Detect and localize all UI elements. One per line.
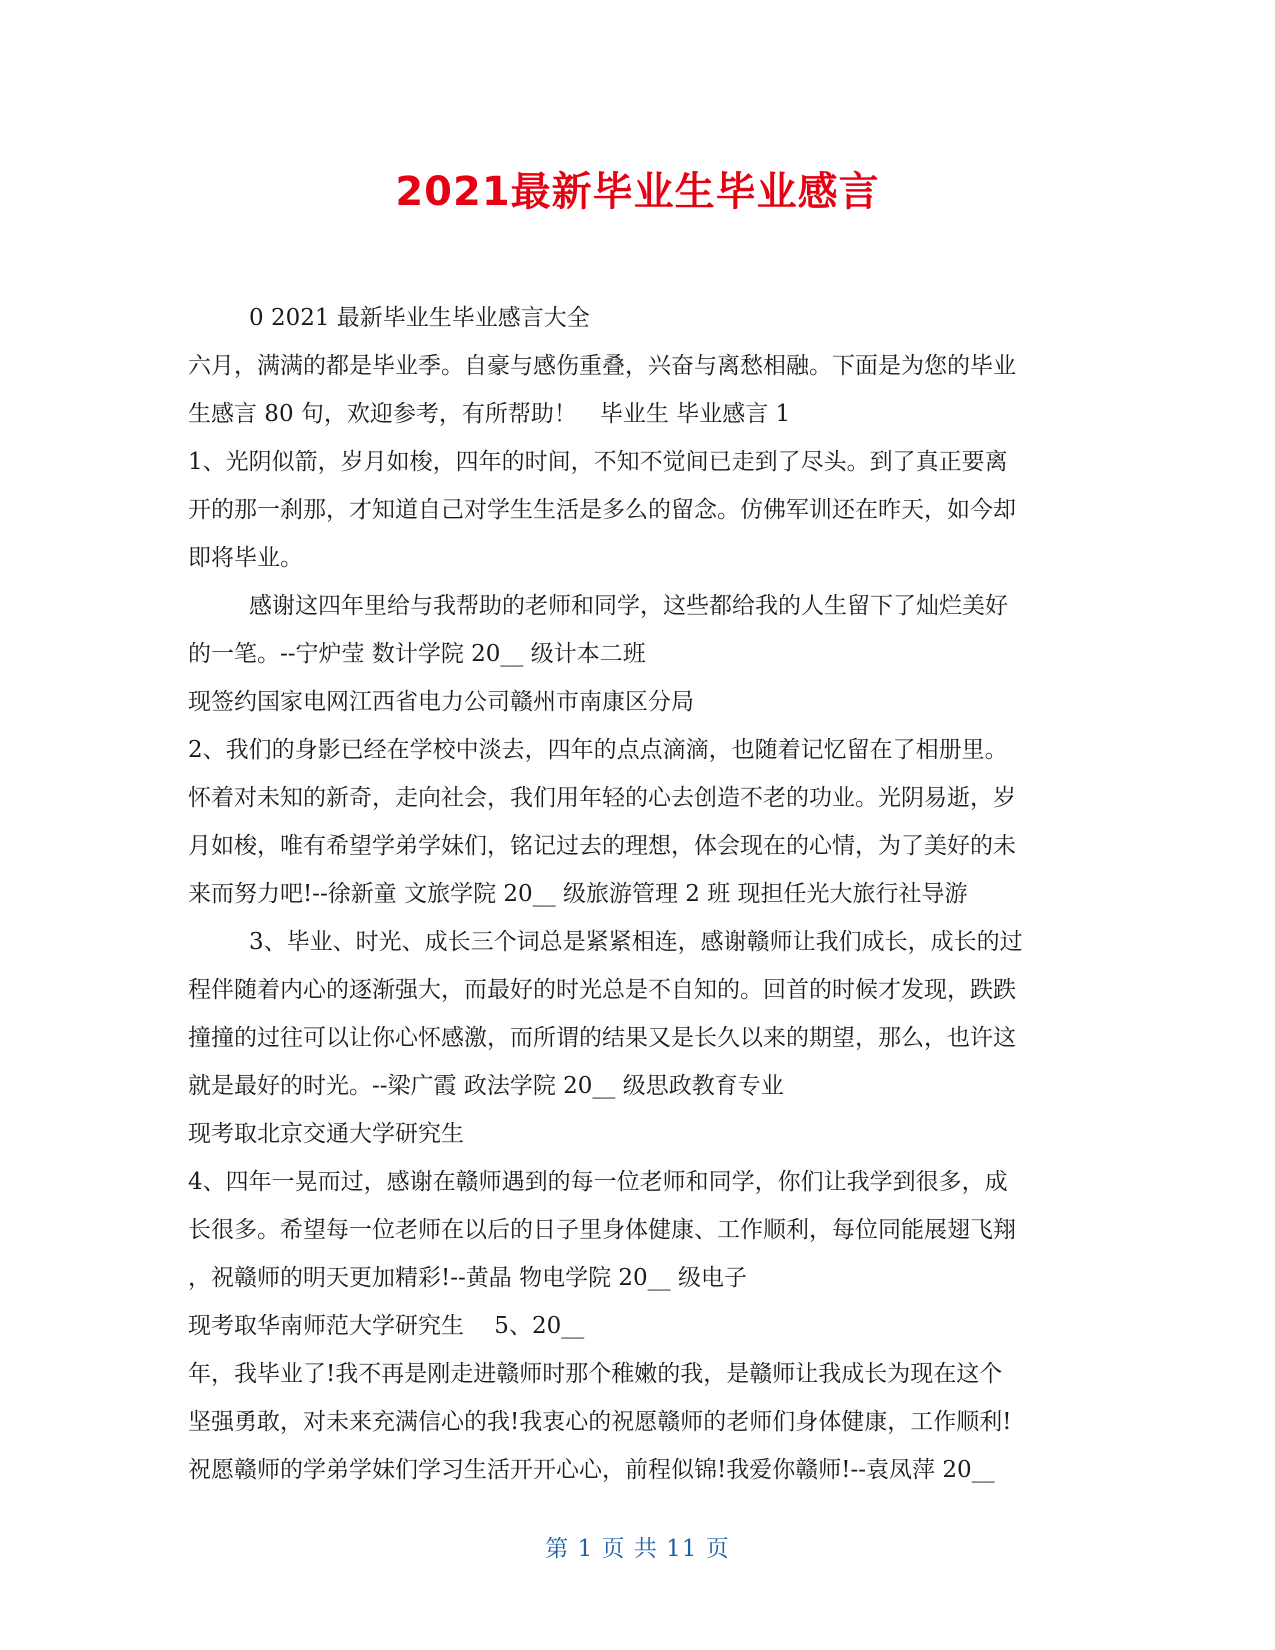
page-footer: 第 1 页 共 11 页 (545, 1536, 730, 1562)
text-line: 开的那一刹那，才知道自己对学生生活是多么的留念。仿佛军训还在昨天，如今却 (188, 497, 1016, 523)
text-line: 来而努力吧!--徐新童 文旅学院 20__ 级旅游管理 2 班 现担任光大旅行社导游 (188, 881, 968, 907)
text-line: 现考取华南师范大学研究生 5、20__ (188, 1313, 585, 1339)
text-line: 程伴随着内心的逐渐强大，而最好的时光总是不自知的。回首的时候才发现，跌跌 (188, 977, 1016, 1003)
text-line: 年，我毕业了!我不再是刚走进赣师时那个稚嫩的我，是赣师让我成长为现在这个 (188, 1361, 1003, 1387)
text-line: 现考取北京交通大学研究生 (188, 1121, 464, 1147)
document-title: 2021最新毕业生毕业感言 (395, 169, 880, 215)
text-line: 祝愿赣师的学弟学妹们学习生活开开心心，前程似锦!我爱你赣师!--袁凤萍 20__ (188, 1457, 995, 1483)
text-line: 怀着对未知的新奇，走向社会，我们用年轻的心去创造不老的功业。光阴易逝，岁 (188, 785, 1016, 811)
text-line: 即将毕业。 (188, 545, 303, 571)
text-line: 撞撞的过往可以让你心怀感激，而所谓的结果又是长久以来的期望，那么，也许这 (188, 1025, 1016, 1051)
text-line: ，祝赣师的明天更加精彩!--黄晶 物电学院 20__ 级电子 (188, 1265, 747, 1291)
text-line: 坚强勇敢，对未来充满信心的我!我衷心的祝愿赣师的老师们身体健康，工作顺利! (188, 1409, 1012, 1435)
text-line: 月如梭，唯有希望学弟学妹们，铭记过去的理想，体会现在的心情，为了美好的未 (188, 833, 1016, 859)
text-line: 4、四年一晃而过，感谢在赣师遇到的每一位老师和同学，你们让我学到很多，成 (188, 1169, 1008, 1195)
document-body (188, 294, 1088, 1494)
text-line: 的一笔。--宁炉莹 数计学院 20__ 级计本二班 (188, 641, 646, 667)
text-line: 生感言 80 句，欢迎参考，有所帮助！ 毕业生 毕业感言 1 (188, 401, 791, 427)
text-line: 感谢这四年里给与我帮助的老师和同学，这些都给我的人生留下了灿烂美好 (249, 593, 1008, 619)
text-line: 0 2021 最新毕业生毕业感言大全 (249, 305, 590, 331)
text-line: 长很多。希望每一位老师在以后的日子里身体健康、工作顺利，每位同能展翅飞翔 (188, 1217, 1016, 1243)
text-line: 1、光阴似箭，岁月如梭，四年的时间，不知不觉间已走到了尽头。到了真正要离 (188, 449, 1008, 475)
text-line: 就是最好的时光。--梁广霞 政法学院 20__ 级思政教育专业 (188, 1073, 784, 1099)
text-line: 3、毕业、时光、成长三个词总是紧紧相连，感谢赣师让我们成长，成长的过 (249, 929, 1023, 955)
text-line: 现签约国家电网江西省电力公司赣州市南康区分局 (188, 689, 694, 715)
text-line: 2、我们的身影已经在学校中淡去，四年的点点滴滴，也随着记忆留在了相册里。 (188, 737, 1008, 763)
text-line: 六月，满满的都是毕业季。自豪与感伤重叠，兴奋与离愁相融。下面是为您的毕业 (188, 353, 1016, 379)
